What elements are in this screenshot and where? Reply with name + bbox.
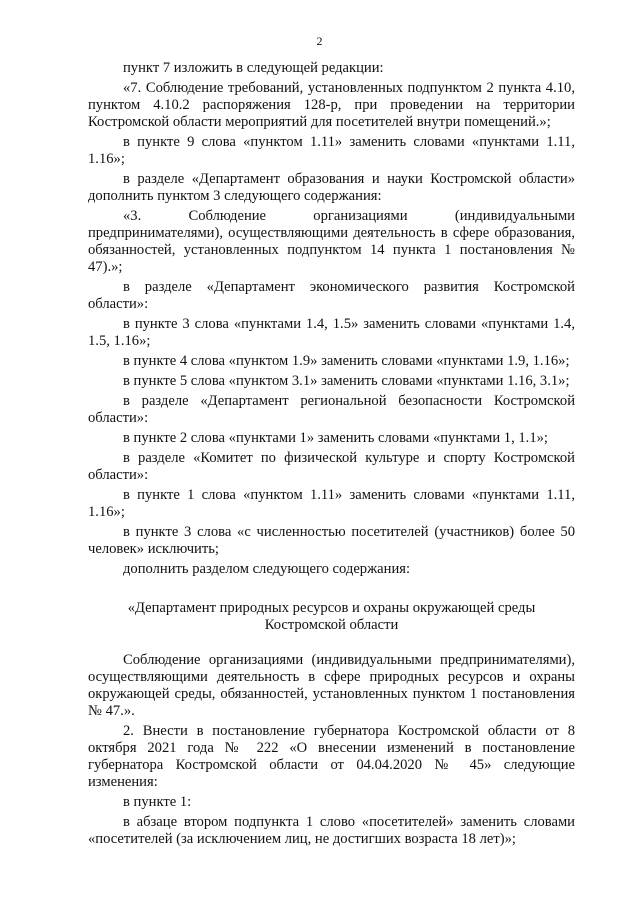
paragraph: в разделе «Департамент экономического развития Костромской области»: bbox=[88, 279, 575, 312]
page-number: 2 bbox=[316, 34, 323, 48]
paragraph: в пункте 4 слова «пунктом 1.9» заменить словами «пунктами 1.9, 1.16»; bbox=[123, 353, 570, 369]
paragraph: «3. Соблюдение организациями (индивидуальными предпринимателями), осуществляющими деятельность в сфере образования, обязанностей, установленных подпунктом 14 пункта 1 постановления № 47).»; bbox=[88, 208, 575, 275]
paragraph: «7. Соблюдение требований, установленных подпунктом 2 пункта 4.10, пунктом 4.10.2 распоряжения 128-р, при проведении на территории Костромской области мероприятий для посетителей внутри помещений.»; bbox=[88, 80, 575, 130]
paragraph: в разделе «Комитет по физической культуре и спорту Костромской области»: bbox=[88, 450, 575, 483]
paragraph: в пункте 1: bbox=[123, 794, 192, 810]
paragraph: Соблюдение организациями (индивидуальными предпринимателями), осуществляющими деятельность в сфере природных ресурсов и охраны окружающей среды, обязанностей, установленных пунктом 1 постановления № 47.». bbox=[88, 652, 575, 719]
section-heading-line: Костромской области bbox=[264, 617, 399, 633]
paragraph: в пункте 1 слова «пунктом 1.11» заменить словами «пунктами 1.11, 1.16»; bbox=[88, 487, 575, 520]
paragraph: 2. Внести в постановление губернатора Костромской области от 8 октября 2021 года № 222 «О внесении изменений в постановление губернатора Костромской области от 04.04.2020 № 45» следующие изменения: bbox=[88, 723, 575, 790]
paragraph: пункт 7 изложить в следующей редакции: bbox=[123, 60, 384, 76]
paragraph: в разделе «Департамент региональной безопасности Костромской области»: bbox=[88, 393, 575, 426]
paragraph: в разделе «Департамент образования и науки Костромской области» дополнить пунктом 3 следующего содержания: bbox=[88, 171, 575, 204]
paragraph: в абзаце втором подпункта 1 слово «посетителей» заменить словами «посетителей (за исключением лиц, не достигших возраста 18 лет)»; bbox=[88, 814, 575, 847]
paragraph: в пункте 9 слова «пунктом 1.11» заменить словами «пунктами 1.11, 1.16»; bbox=[88, 134, 575, 167]
paragraph: в пункте 3 слова «с численностью посетителей (участников) более 50 человек» исключить; bbox=[88, 524, 575, 557]
paragraph: дополнить разделом следующего содержания: bbox=[123, 561, 411, 577]
paragraph: в пункте 5 слова «пунктом 3.1» заменить словами «пунктами 1.16, 3.1»; bbox=[123, 373, 570, 389]
section-heading bbox=[88, 600, 575, 634]
paragraph: в пункте 3 слова «пунктами 1.4, 1.5» заменить словами «пунктами 1.4, 1.5, 1.16»; bbox=[88, 316, 575, 349]
paragraph: в пункте 2 слова «пунктами 1» заменить словами «пунктами 1, 1.1»; bbox=[123, 430, 548, 446]
document-body bbox=[88, 60, 575, 851]
section-heading-line: «Департамент природных ресурсов и охраны окружающей среды bbox=[127, 600, 536, 616]
